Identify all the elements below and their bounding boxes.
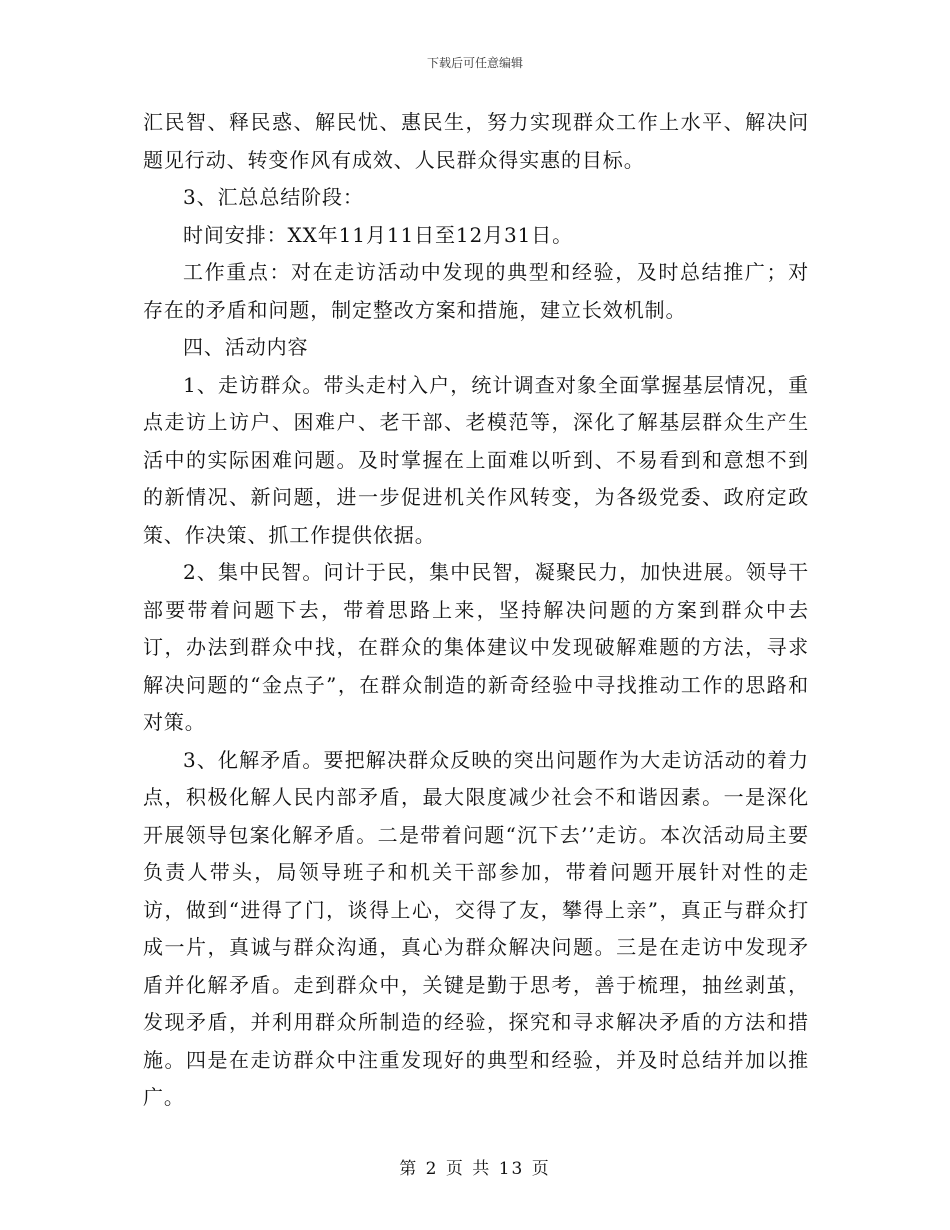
- section-heading-summary-stage: 3、汇总总结阶段：: [183, 185, 364, 209]
- paragraph-schedule: 时间安排：XX年11月11日至12月31日。: [183, 222, 574, 247]
- paragraph-work-focus: 工作重点：对在走访活动中发现的典型和经验，及时总结推广；对存在的矛盾和问题，制定整改方案和措施，建立长效机制。: [143, 260, 809, 322]
- page-number: 第 2 页 共 13 页: [399, 1159, 551, 1179]
- page-header: 下载后可任意编辑: [426, 56, 523, 70]
- paragraph-gather-wisdom: 2、集中民智。问计于民，集中民智，凝聚民力，加快进展。领导干部要带着问题下去，带着思路上来，坚持解决问题的方案到群众中去订，办法到群众中找，在群众的集体建议中发现破解难题的方法，寻求解决问题的“金点子”，在群众制造的新奇经验中寻找推动工作的思路和对策。: [143, 560, 809, 734]
- paragraph-continuation: 汇民智、释民惑、解民忧、惠民生，努力实现群众工作上水平、解决问题见行动、转变作风有成效、人民群众得实惠的目标。: [143, 110, 809, 172]
- section-heading-activity-content: 四、活动内容: [183, 335, 309, 359]
- paragraph-visit-masses: 1、走访群众。带头走村入户，统计调查对象全面掌握基层情况，重点走访上访户、困难户、老干部、老模范等，深化了解基层群众生产生活中的实际困难问题。及时掌握在上面难以听到、不易看到和意想不到的新情况、新问题，进一步促进机关作风转变，为各级党委、政府定政策、作决策、抓工作提供依据。: [143, 372, 809, 547]
- paragraph-resolve-conflicts: 3、化解矛盾。要把解决群众反映的突出问题作为大走访活动的着力点，积极化解人民内部矛盾，最大限度减少社会不和谐因素。一是深化开展领导包案化解矛盾。二是带着问题“沉下去’’走访。本次活动局主要负责人带头，局领导班子和机关干部参加，带着问题开展针对性的走访，做到“进得了门，谈得上心，交得了友，攀得上亲”，真正与群众打成一片，真诚与群众沟通，真心为群众解决问题。三是在走访中发现矛盾并化解矛盾。走到群众中，关键是勤于思考，善于梳理，抽丝剥茧，发现矛盾，并利用群众所制造的经验，探究和寻求解决矛盾的方法和措施。四是在走访群众中注重发现好的典型和经验，并及时总结并加以推广。: [143, 747, 809, 1109]
- document-body: [143, 104, 809, 1117]
